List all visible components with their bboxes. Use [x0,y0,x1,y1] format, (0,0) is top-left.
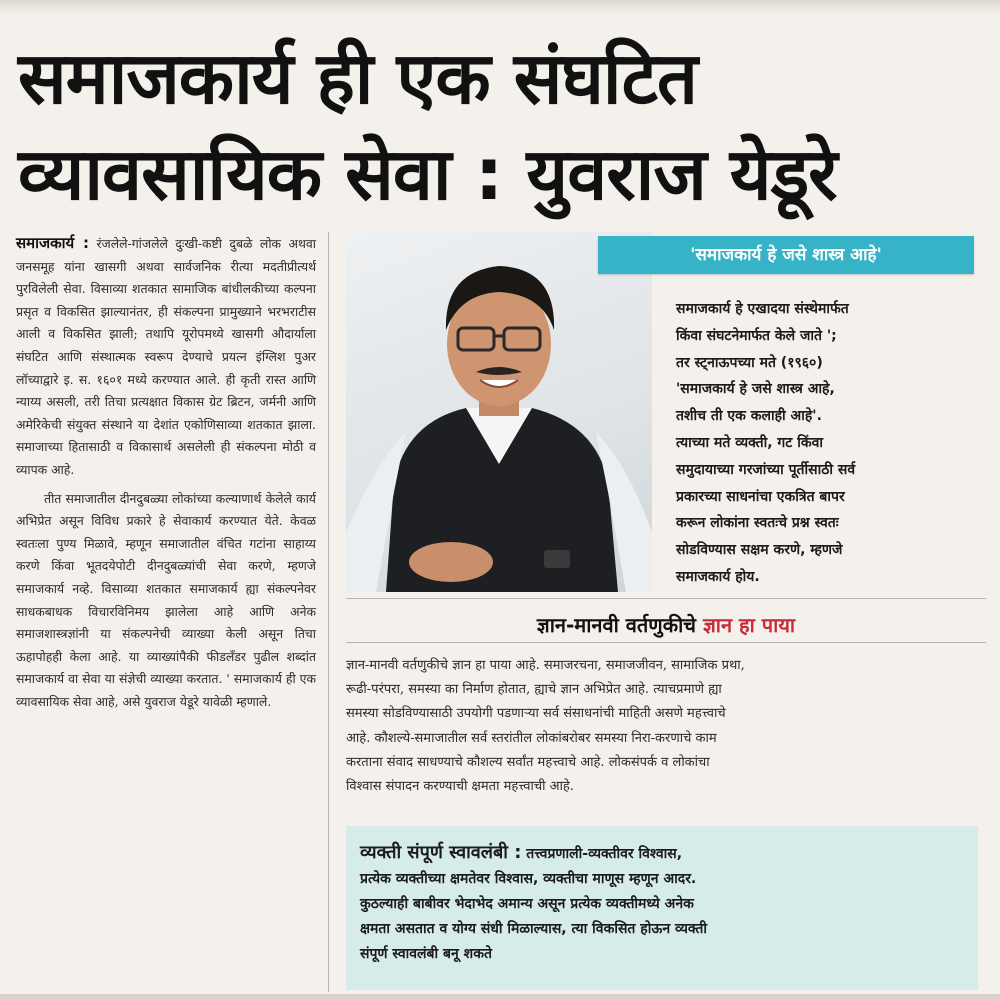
subhead-accent: ज्ञान हा पाया [702,613,796,637]
lead-label: समाजकार्य : [16,234,89,252]
left-column [16,232,316,992]
box-line: संपूर्ण स्वावलंबी बनू शकते [360,946,492,962]
left-para-1 [16,232,316,482]
right-line: समाजकार्य हे एखादया संस्थेमार्फत [676,301,849,317]
right-line: 'समाजकार्य हे जसे शास्त्र आहे, [676,381,835,398]
right-line: समुदायाच्या गरजांच्या पूर्तीसाठी सर्व [676,461,856,478]
subhead-part-1: ज्ञान-मानवी वर्तणुकीचे [536,613,703,637]
left-para-1-text: रंजलेले-गांजलेले दुःखी-कष्टी दुबळे लोक अथवा जनसमूह यांना खासगी अथवा सार्वजनिक रीत्या मदतीप्रीत्यर्थ पुरविलेली सेवा. विसाव्या शतकात सामाजिक बांधीलकीच्या कल्पना प्रसृत व विकसित झाल्यानंतर, ही संकल्पना प्रामुख्याने भरभराटीस आली व विकसित झाली; तथापि यूरोपमध्ये खासगी औदार्याला संघटित आणि संस्थात्मक स्वरूप देण्याचे प्रयत्न इंग्लिश पुअर लॉच्याद्वारे इ. स. १६०१ मध्ये करण्यात आले. ही कृती रास्त आणि न्याय्य असली, तरी तिचा प्रत्यक्षात विकास ग्रेट ब्रिटन, जर्मनी आणि अमेरिकेची संयुक्त संस्थाने या देशांत एकोणिसाव्या शतकात झाला. समाजाच्या हितासाठी व विकासार्थ असलेली ही संकल्पना मोठी व व्यापक आहे. [16,236,316,477]
highlight-box-text [360,840,972,967]
box-line: कुठल्याही बाबीवर भेदाभेद अमान्य असून प्रत्येक व्यक्तीमध्ये अनेक [360,896,694,912]
right-line: तर स्ट्नाऊपच्या मते (१९६०) [676,354,823,371]
headline-line-2: व्यावसायिक सेवा : युवराज येडूरे [18,132,837,216]
body-line: ज्ञान-मानवी वर्तणुकीचे ज्ञान हा पाया आहे. समाजरचना, समाजजीवन, सामाजिक प्रथा, [346,658,745,673]
right-line: त्याच्या मते व्यक्ती, गट किंवा [676,434,824,451]
right-column [676,296,982,591]
column-divider [328,232,329,992]
right-line: करून लोकांना स्वतःचे प्रश्न स्वतः [676,515,839,532]
right-line: सोडविण्यास सक्षम करणे, म्हणजे [676,542,843,559]
body-line: विश्वास संपादन करण्याची क्षमता महत्त्वाची आहे. [346,779,574,795]
right-line: प्रकारच्या साधनांचा एकत्रित बापर [676,488,845,505]
quote-banner: 'समाजकार्य हे जसे शास्त्र आहे' [598,236,974,274]
box-line-1-rest: तत्त्वप्रणाली-व्यक्तीवर विश्वास, [521,846,683,862]
box-title: व्यक्ती संपूर्ण स्वावलंबी : [360,842,522,863]
right-line: समाजकार्य होय. [676,568,760,585]
right-line: तशीच ती एक कलाही आहे'. [676,408,822,425]
top-edge-strip [0,0,1000,14]
headline [18,30,988,222]
headline-line-1: समाजकार्य ही एक संघटित [18,36,697,120]
box-line-1 [360,840,972,867]
body-line: समस्या सोडविण्यासाठी उपयोगी पडणाऱ्या सर्व संसाधनांची माहिती असणे महत्त्वाचे [346,706,726,722]
section-rule-sub [346,642,986,643]
body-line: आहे. कौशल्ये-समाजातील सर्व स्तरांतील लोकांबरोबर समस्या निरा-करणाचे काम [346,730,717,746]
portrait-illustration [346,232,652,592]
portrait-photo [346,232,652,592]
right-line: किंवा संघटनेमार्फत केले जाते '; [676,327,837,344]
body-text [346,654,986,799]
box-line: क्षमता असतात व योग्य संधी मिळाल्यास, त्या विकसित होऊन व्यक्ती [360,921,707,937]
left-para-2: तीत समाजातील दीनदुबळ्या लोकांच्या कल्याणार्थ केलेले कार्य अभिप्रेत असून विविध प्रकारे हे सेवाकार्य करण्यात येते. केवळ स्वतःला पुण्य मिळावे, म्हणून समाजातील वंचित गटांना साहाय्य करणे किंवा भूतदयेपोटी दीनदुबळ्यांची सेवा करणे, म्हणजे समाजकार्य नव्हे. विसाव्या शतकात समाजकार्य ह्या संकल्पनेवर साधकबाधक विचारविनिमय झालेला आहे आणि अनेक समाजशास्त्रज्ञांनी या संकल्पनेची व्याख्या केली असून तिचा ऊहापोहही केला आहे. या व्याख्यांपैकी फीडलँडर पुढील शब्दांत समाजकार्य वा सेवा या संज्ञेची व्याख्या करतात. ' समाजकार्य ही एक व्यावसायिक सेवा आहे, असे युवराज येडूरे यावेळी म्हणाले. [16,490,316,709]
body-line: रूढी-परंपरा, समस्या का निर्माण होतात, ह्याचे ज्ञान अभिप्रेत आहे. त्याचप्रमाणे ह्या [346,682,722,698]
box-line: प्रत्येक व्यक्तीच्या क्षमतेवर विश्वास, व्यक्तीचा माणूस म्हणून आदर. [360,871,697,887]
section-rule-top [346,598,986,599]
body-line: करताना संवाद साधण्याचे कौशल्य सर्वांत महत्त्वाचे आहे. लोकसंपर्क व लोकांचा [346,754,710,770]
subhead [346,608,986,642]
bottom-edge [0,994,1000,1000]
